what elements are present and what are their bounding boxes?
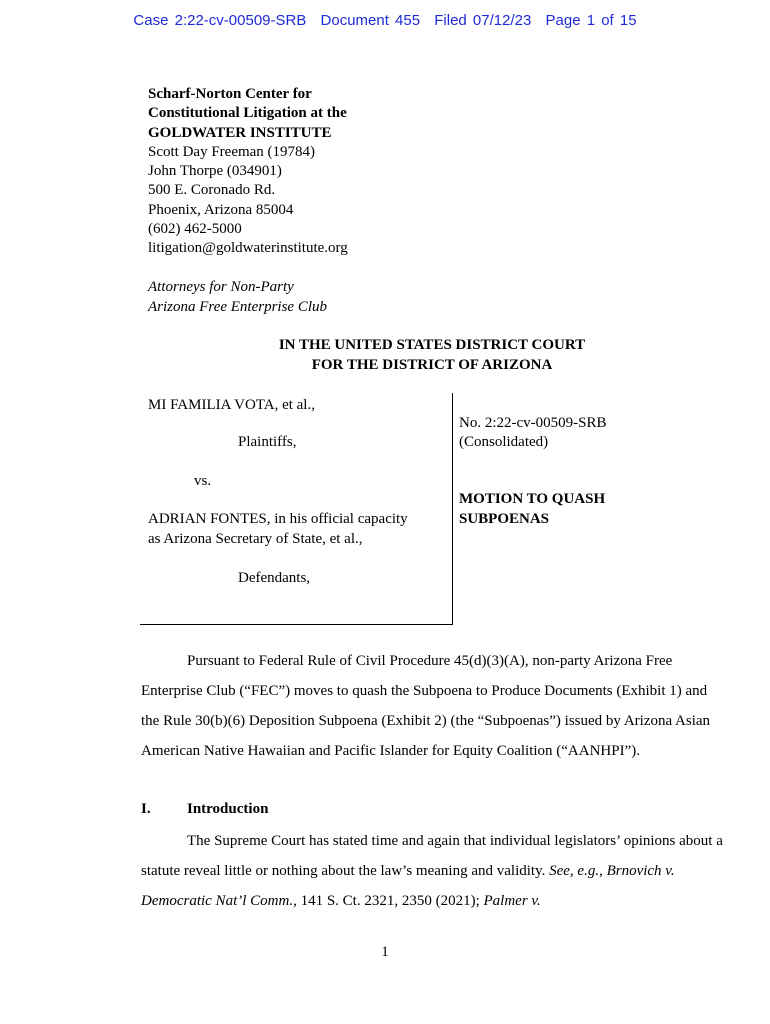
case-citation-palmer: Palmer v. [483,893,541,909]
firm-block [148,85,348,259]
attorneys-for-block [148,278,327,317]
phone: (602) 462-5000 [148,221,242,238]
paragraph-1: Pursuant to Federal Rule of Civil Procedure 45(d)(3)(A), non-party Arizona Free Enterprise Club (“FEC”) moves to quash the Subpoena to Produce Documents (Exhibit 1) and the Rule 30(b)(6) Deposition Subpoena (Exhibit 2) (the “Subpoenas”) issued by Arizona Asian American Native Hawaiian and Pacific Islander for Equity Coalition (“AANHPI”). [141,653,711,759]
document-number: Document 455 [320,12,421,29]
defendant-line2: as Arizona Secretary of State, et al., [148,531,363,547]
motion-title-line2: SUBPOENAS [459,511,550,527]
caption-horizontal-divider [140,624,453,625]
section-heading [141,801,268,818]
case-number: Case 2:22-cv-00509-SRB [133,12,307,29]
court-line1: IN THE UNITED STATES DISTRICT COURT [278,337,586,353]
citation-reporter: , 141 S. Ct. 2321, 2350 (2021); [293,893,484,909]
case-citation-brnovich: Brnovich v. Democratic Nat’l Comm. [141,863,675,909]
consolidated: (Consolidated) [459,434,549,450]
section-number: I. [141,801,151,817]
filed-date: Filed 07/12/23 [434,12,532,29]
address-line1: 500 E. Coronado Rd. [148,182,276,199]
page-indicator: Page 1 of 15 [545,12,637,29]
paragraph-2 [141,826,723,916]
paragraph-2-text: The Supreme Court has stated time and again that individual legislators’ opinions about a statute reveal little or nothing about the law’s meaning and validity. [141,833,723,879]
attorneys-for-line1: Attorneys for Non-Party [148,279,294,295]
attorney-2: John Thorpe (034901) [148,163,282,180]
caption-vertical-divider [452,393,453,625]
defendants-label: Defendants, [238,570,311,586]
motion-title-line1: MOTION TO QUASH [459,491,606,507]
plaintiff-name: MI FAMILIA VOTA, et al., [148,397,315,413]
signal-see-eg: See, e.g. [549,863,600,879]
case-header [0,12,770,29]
address-line2: Phoenix, Arizona 85004 [148,201,294,218]
attorney-1: Scott Day Freeman (19784) [148,143,316,160]
page-number: 1 [381,944,389,960]
attorneys-for-line2: Arizona Free Enterprise Club [148,298,328,315]
paragraph-2-comma: , [599,863,607,879]
firm-name-line1: Scharf-Norton Center for [148,86,312,102]
defendant-line1: ADRIAN FONTES, in his official capacity [148,511,408,527]
firm-name-line3: GOLDWATER INSTITUTE [148,124,332,141]
versus: vs. [194,473,212,489]
plaintiffs-label: Plaintiffs, [238,434,297,450]
case-no: No. 2:22-cv-00509-SRB [459,415,607,431]
section-title: Introduction [187,801,269,817]
court-title [148,336,716,375]
court-line2: FOR THE DISTRICT OF ARIZONA [311,356,553,373]
email: litigation@goldwaterinstitute.org [148,240,348,257]
firm-name-line2: Constitutional Litigation at the [148,105,347,122]
